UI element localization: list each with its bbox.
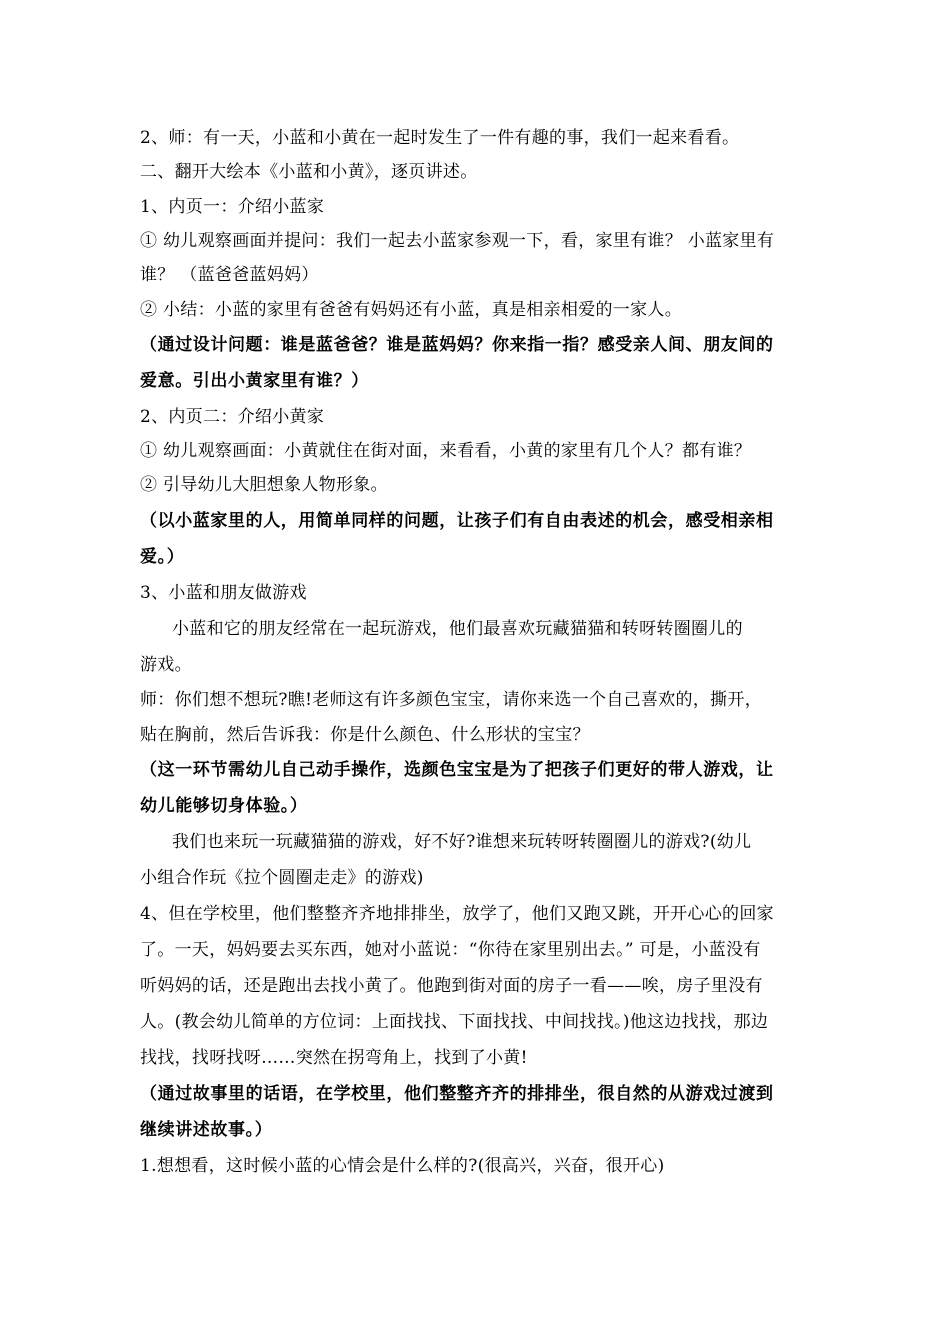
text-line: ② 小结：小蓝的家里有爸爸有妈妈还有小蓝，真是相亲相爱的一家人。 bbox=[140, 300, 683, 320]
text-line: 找找，找呀找呀……突然在拐弯角上，找到了小黄! bbox=[140, 1048, 528, 1068]
text-line: 听妈妈的话，还是跑出去找小黄了。他跑到街对面的房子一看——唉，房子里没有 bbox=[140, 976, 763, 996]
subsection-heading: 3、小蓝和朋友做游戏 bbox=[140, 583, 307, 603]
text-line: ① 幼儿观察画面：小黄就住在街对面，来看看，小黄的家里有几个人？都有谁？ bbox=[140, 441, 752, 461]
text-line: 2、师：有一天，小蓝和小黄在一起时发生了一件有趣的事，我们一起来看看。 bbox=[140, 128, 740, 148]
text-line: 小蓝和它的朋友经常在一起玩游戏，他们最喜欢玩藏猫猫和转呀转圈圈儿的 bbox=[172, 619, 743, 639]
design-note: （通过设计问题：谁是蓝爸爸？谁是蓝妈妈？你来指一指？感受亲人间、朋友间的 bbox=[140, 335, 774, 355]
text-line: ① 幼儿观察画面并提问：我们一起去小蓝家参观一下，看，家里有谁？ 小蓝家里有 bbox=[140, 231, 775, 251]
design-note: 继续讲述故事。） bbox=[140, 1120, 273, 1140]
design-note: 幼儿能够切身体验。） bbox=[140, 796, 308, 816]
text-line: 人。(教会幼儿简单的方位词：上面找找、下面找找、中间找找。)他这边找找，那边 bbox=[140, 1012, 769, 1032]
text-line: 了。一天，妈妈要去买东西，她对小蓝说：“你待在家里别出去。” 可是，小蓝没有 bbox=[140, 940, 761, 960]
text-line: 游戏。 bbox=[140, 655, 192, 675]
design-note: （以小蓝家里的人，用简单同样的问题，让孩子们有自由表述的机会，感受相亲相 bbox=[140, 511, 774, 531]
text-line: 贴在胸前，然后告诉我：你是什么颜色、什么形状的宝宝？ bbox=[140, 725, 590, 745]
design-note: 爱。） bbox=[140, 547, 185, 567]
design-note: （这一环节需幼儿自己动手操作，选颜色宝宝是为了把孩子们更好的带人游戏，让 bbox=[140, 760, 774, 780]
text-line: 谁？ （蓝爸爸蓝妈妈） bbox=[140, 265, 319, 285]
text-line: 师：你们想不想玩?瞧!老师这有许多颜色宝宝，请你来选一个自己喜欢的，撕开， bbox=[140, 690, 763, 710]
subsection-heading: 1、内页一：介绍小蓝家 bbox=[140, 197, 325, 217]
text-line: 小组合作玩《拉个圆圈走走》的游戏) bbox=[140, 868, 424, 888]
design-note: 爱意。引出小黄家里有谁？） bbox=[140, 371, 369, 391]
text-line: ② 引导幼儿大胆想象人物形象。 bbox=[140, 475, 388, 495]
text-line: 我们也来玩一玩藏猫猫的游戏，好不好?谁想来玩转呀转圈圈儿的游戏?(幼儿 bbox=[172, 832, 752, 852]
design-note: （通过故事里的话语，在学校里，他们整整齐齐的排排坐，很自然的从游戏过渡到 bbox=[140, 1084, 774, 1104]
section-heading: 二、翻开大绘本《小蓝和小黄》，逐页讲述。 bbox=[140, 162, 478, 182]
text-line: 1.想想看，这时候小蓝的心情会是什么样的?(很高兴，兴奋，很开心) bbox=[140, 1156, 665, 1176]
subsection-heading: 2、内页二：介绍小黄家 bbox=[140, 407, 325, 427]
text-line: 4、但在学校里，他们整整齐齐地排排坐，放学了，他们又跑又跳，开开心心的回家 bbox=[140, 904, 774, 924]
